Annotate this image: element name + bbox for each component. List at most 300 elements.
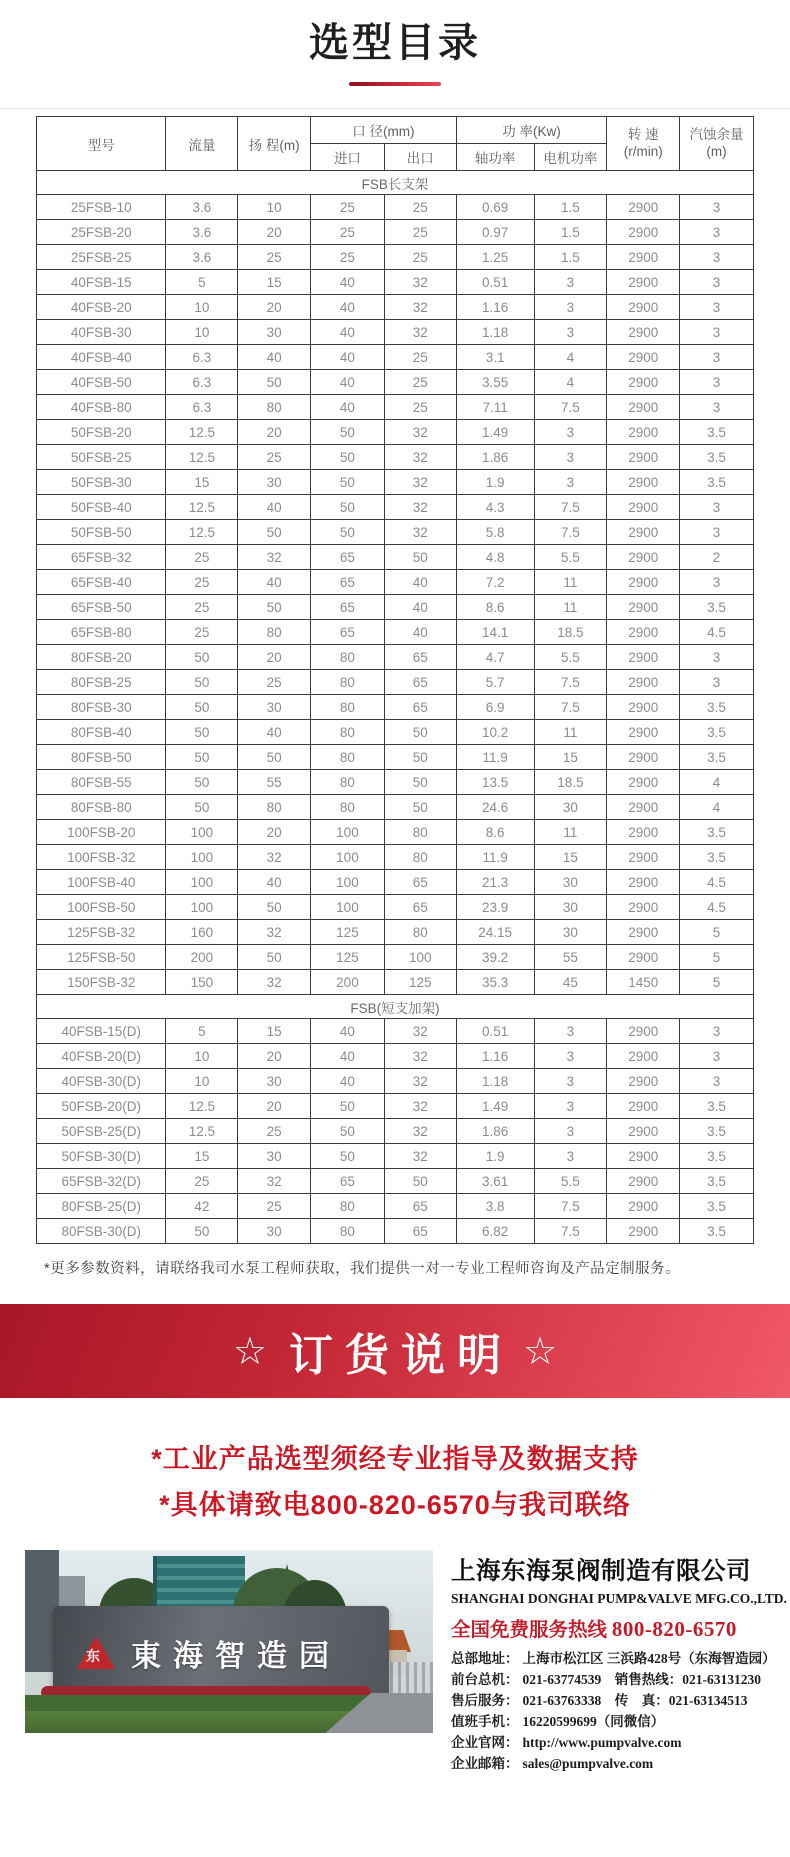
table-cell: 80	[311, 1194, 385, 1219]
table-cell: 30	[534, 895, 607, 920]
table-cell: 50	[384, 770, 456, 795]
table-cell: 50	[166, 745, 238, 770]
table-cell: 32	[384, 1069, 456, 1094]
header-speed-line1: 转 速	[627, 126, 659, 142]
table-cell: 5	[680, 920, 754, 945]
table-row	[37, 670, 754, 695]
table-cell: 2900	[607, 195, 680, 220]
table-cell: 1.25	[456, 245, 534, 270]
table-cell: 14.1	[456, 620, 534, 645]
table-cell: 125FSB-32	[37, 920, 166, 945]
table-cell: 4.8	[456, 545, 534, 570]
table-cell: 3	[680, 345, 754, 370]
table-cell: 3.5	[680, 695, 754, 720]
table-row	[37, 745, 754, 770]
table-cell: 10	[166, 320, 238, 345]
table-cell: 40FSB-20(D)	[37, 1044, 166, 1069]
table-cell: 3	[680, 195, 754, 220]
table-row	[37, 520, 754, 545]
table-cell: 125	[384, 970, 456, 995]
table-cell: 25	[166, 570, 238, 595]
table-cell: 2900	[607, 295, 680, 320]
header-speed-line2: (r/min)	[623, 143, 663, 159]
table-cell: 30	[534, 795, 607, 820]
table-cell: 50	[384, 545, 456, 570]
table-cell: 50	[311, 1144, 385, 1169]
star-icon: ☆	[232, 1330, 267, 1373]
table-cell: 80	[311, 695, 385, 720]
header-npsh	[680, 117, 754, 171]
table-cell: 5	[166, 1019, 238, 1044]
contact-line	[451, 1648, 776, 1669]
table-cell: 3	[534, 295, 607, 320]
table-cell: 2900	[607, 520, 680, 545]
contact-value: sales@pumpvalve.com	[522, 1756, 654, 1771]
header-model: 型号	[37, 117, 166, 171]
table-row	[37, 545, 754, 570]
company-info	[451, 1550, 787, 1774]
header-npsh-line1: 汽蚀余量	[689, 126, 744, 142]
table-cell: 25	[384, 345, 456, 370]
table-cell: 1.49	[456, 1094, 534, 1119]
table-cell: 2900	[607, 1194, 680, 1219]
table-cell: 15	[166, 1144, 238, 1169]
table-cell: 50	[238, 895, 311, 920]
table-cell: 0.97	[456, 220, 534, 245]
table-cell: 3	[534, 1094, 607, 1119]
table-cell: 2900	[607, 545, 680, 570]
table-cell: 2900	[607, 820, 680, 845]
table-cell: 3.6	[166, 220, 238, 245]
table-row	[37, 770, 754, 795]
table-cell: 3	[534, 420, 607, 445]
table-cell: 2900	[607, 670, 680, 695]
table-cell: 5.5	[534, 645, 607, 670]
contact-value: 021-63763338 传 真：021-63134513	[522, 1693, 748, 1708]
table-cell: 2900	[607, 395, 680, 420]
table-cell: 3	[534, 270, 607, 295]
table-cell: 50	[166, 1219, 238, 1244]
facility-photo	[25, 1550, 433, 1733]
table-row	[37, 245, 754, 270]
table-cell: 40	[311, 345, 385, 370]
table-cell: 32	[238, 970, 311, 995]
table-cell: 65FSB-80	[37, 620, 166, 645]
table-cell: 1.9	[456, 1144, 534, 1169]
table-cell: 50	[238, 520, 311, 545]
table-cell: 7.5	[534, 1194, 607, 1219]
table-cell: 7.5	[534, 670, 607, 695]
table-cell: 3	[680, 670, 754, 695]
table-row	[37, 795, 754, 820]
service-hotline	[451, 1614, 773, 1642]
table-cell: 50	[238, 595, 311, 620]
table-cell: 50	[311, 470, 385, 495]
table-cell: 5	[680, 970, 754, 995]
table-cell: 65	[311, 595, 385, 620]
table-cell: 8.6	[456, 595, 534, 620]
table-cell: 7.2	[456, 570, 534, 595]
table-section-label: FSB长支架	[37, 171, 754, 195]
contact-value: 16220599699（同微信）	[522, 1714, 665, 1729]
table-cell: 40	[311, 270, 385, 295]
table-cell: 5	[166, 270, 238, 295]
table-cell: 2900	[607, 495, 680, 520]
table-cell: 125FSB-50	[37, 945, 166, 970]
table-cell: 2900	[607, 570, 680, 595]
table-cell: 50FSB-20	[37, 420, 166, 445]
table-cell: 40FSB-30(D)	[37, 1069, 166, 1094]
table-cell: 32	[384, 1094, 456, 1119]
table-row	[37, 970, 754, 995]
table-cell: 40FSB-15(D)	[37, 1019, 166, 1044]
table-cell: 25	[384, 395, 456, 420]
table-cell: 0.69	[456, 195, 534, 220]
table-cell: 100	[311, 895, 385, 920]
table-cell: 25	[238, 670, 311, 695]
table-cell: 25	[238, 245, 311, 270]
table-cell: 50	[311, 445, 385, 470]
table-cell: 18.5	[534, 770, 607, 795]
table-cell: 20	[238, 645, 311, 670]
table-cell: 2900	[607, 795, 680, 820]
table-cell: 3	[534, 1119, 607, 1144]
table-section-row	[37, 171, 754, 195]
table-cell: 40	[384, 595, 456, 620]
table-row	[37, 445, 754, 470]
table-cell: 1.5	[534, 195, 607, 220]
spec-table	[36, 116, 754, 1244]
table-cell: 3	[680, 245, 754, 270]
spec-table-body	[37, 171, 754, 1244]
table-cell: 32	[238, 1169, 311, 1194]
table-cell: 6.3	[166, 370, 238, 395]
table-cell: 5.5	[534, 1169, 607, 1194]
table-row	[37, 1019, 754, 1044]
company-name-en: SHANGHAI DONGHAI PUMP&VALVE MFG.CO.,LTD.	[451, 1591, 787, 1606]
table-cell: 3.5	[680, 1144, 754, 1169]
table-cell: 1.5	[534, 220, 607, 245]
table-cell: 11	[534, 820, 607, 845]
table-row	[37, 895, 754, 920]
table-cell: 1.9	[456, 470, 534, 495]
table-cell: 25	[384, 220, 456, 245]
table-row	[37, 195, 754, 220]
table-cell: 6.82	[456, 1219, 534, 1244]
table-row	[37, 470, 754, 495]
page-title: 选型目录	[309, 21, 481, 65]
table-cell: 3	[680, 220, 754, 245]
table-cell: 3	[680, 520, 754, 545]
table-cell: 25FSB-20	[37, 220, 166, 245]
table-cell: 4	[680, 770, 754, 795]
table-cell: 6.9	[456, 695, 534, 720]
table-cell: 65	[311, 545, 385, 570]
table-cell: 40	[238, 870, 311, 895]
table-cell: 3.6	[166, 195, 238, 220]
table-cell: 11.9	[456, 745, 534, 770]
table-cell: 50FSB-20(D)	[37, 1094, 166, 1119]
table-cell: 3	[680, 295, 754, 320]
table-cell: 1.16	[456, 295, 534, 320]
table-cell: 32	[384, 270, 456, 295]
table-cell: 4	[534, 345, 607, 370]
table-cell: 50	[311, 1094, 385, 1119]
table-cell: 65	[384, 695, 456, 720]
table-cell: 7.5	[534, 695, 607, 720]
table-cell: 3	[680, 1044, 754, 1069]
table-cell: 40FSB-15	[37, 270, 166, 295]
table-cell: 3.5	[680, 1169, 754, 1194]
header-outlet: 出口	[384, 144, 456, 171]
table-cell: 1.18	[456, 1069, 534, 1094]
table-cell: 4	[534, 370, 607, 395]
table-cell: 80	[311, 795, 385, 820]
table-cell: 21.3	[456, 870, 534, 895]
table-cell: 125	[311, 945, 385, 970]
table-cell: 20	[238, 820, 311, 845]
table-cell: 80	[311, 645, 385, 670]
table-cell: 2900	[607, 945, 680, 970]
table-row	[37, 620, 754, 645]
table-cell: 160	[166, 920, 238, 945]
table-cell: 100	[166, 870, 238, 895]
table-cell: 40FSB-40	[37, 345, 166, 370]
table-cell: 24.6	[456, 795, 534, 820]
table-cell: 8.6	[456, 820, 534, 845]
table-cell: 7.11	[456, 395, 534, 420]
table-cell: 50FSB-40	[37, 495, 166, 520]
table-cell: 3.8	[456, 1194, 534, 1219]
table-cell: 7.5	[534, 520, 607, 545]
table-cell: 3.5	[680, 1194, 754, 1219]
table-cell: 5	[680, 945, 754, 970]
table-cell: 12.5	[166, 445, 238, 470]
table-cell: 40FSB-30	[37, 320, 166, 345]
star-icon: ☆	[523, 1330, 558, 1373]
table-cell: 200	[166, 945, 238, 970]
table-cell: 2900	[607, 245, 680, 270]
table-cell: 1450	[607, 970, 680, 995]
table-cell: 40FSB-20	[37, 295, 166, 320]
table-cell: 50	[238, 745, 311, 770]
table-cell: 150	[166, 970, 238, 995]
table-row	[37, 345, 754, 370]
table-cell: 3	[534, 1019, 607, 1044]
table-cell: 2900	[607, 220, 680, 245]
header-flow: 流量	[166, 117, 238, 171]
company-block	[25, 1550, 790, 1774]
table-cell: 11	[534, 570, 607, 595]
header-motor-power: 电机功率	[534, 144, 607, 171]
table-cell: 50	[311, 520, 385, 545]
table-cell: 50FSB-25	[37, 445, 166, 470]
table-cell: 2900	[607, 1094, 680, 1119]
table-cell: 32	[384, 445, 456, 470]
table-cell: 3	[680, 370, 754, 395]
contact-lines	[451, 1648, 776, 1774]
table-cell: 25	[166, 620, 238, 645]
table-cell: 40	[311, 320, 385, 345]
table-cell: 4.7	[456, 645, 534, 670]
table-row	[37, 1219, 754, 1244]
table-cell: 50FSB-30	[37, 470, 166, 495]
table-cell: 50	[238, 945, 311, 970]
table-cell: 40FSB-50	[37, 370, 166, 395]
table-cell: 4	[680, 795, 754, 820]
table-cell: 40	[311, 1044, 385, 1069]
table-cell: 7.5	[534, 1219, 607, 1244]
table-row	[37, 645, 754, 670]
table-cell: 80	[384, 820, 456, 845]
table-cell: 4.5	[680, 620, 754, 645]
contact-line	[451, 1711, 773, 1732]
table-cell: 100FSB-32	[37, 845, 166, 870]
table-cell: 5.5	[534, 545, 607, 570]
table-row	[37, 1119, 754, 1144]
table-cell: 80FSB-25	[37, 670, 166, 695]
table-cell: 30	[238, 1069, 311, 1094]
table-cell: 50FSB-25(D)	[37, 1119, 166, 1144]
table-cell: 3	[680, 495, 754, 520]
table-cell: 30	[238, 1144, 311, 1169]
contact-value: 021-63774539 销售热线：021-63131230	[522, 1672, 761, 1687]
table-cell: 40	[238, 345, 311, 370]
table-cell: 4.5	[680, 870, 754, 895]
table-cell: 12.5	[166, 495, 238, 520]
table-cell: 15	[238, 1019, 311, 1044]
table-cell: 3.5	[680, 1094, 754, 1119]
table-row	[37, 270, 754, 295]
table-cell: 20	[238, 295, 311, 320]
table-cell: 20	[238, 1044, 311, 1069]
order-notes	[0, 1436, 790, 1528]
table-cell: 25FSB-25	[37, 245, 166, 270]
table-row	[37, 320, 754, 345]
table-cell: 3	[680, 570, 754, 595]
table-cell: 5.8	[456, 520, 534, 545]
header-npsh-line2: (m)	[706, 143, 727, 159]
header-speed	[607, 117, 680, 171]
table-cell: 32	[384, 1019, 456, 1044]
table-row	[37, 945, 754, 970]
table-cell: 42	[166, 1194, 238, 1219]
table-cell: 6.3	[166, 395, 238, 420]
contact-value: http://www.pumpvalve.com	[522, 1735, 682, 1750]
table-cell: 20	[238, 220, 311, 245]
contact-line	[451, 1690, 773, 1711]
table-cell: 2900	[607, 1119, 680, 1144]
table-cell: 2900	[607, 695, 680, 720]
table-cell: 23.9	[456, 895, 534, 920]
table-cell: 3.5	[680, 820, 754, 845]
table-cell: 3.55	[456, 370, 534, 395]
table-row	[37, 395, 754, 420]
header-head: 扬 程(m)	[238, 117, 311, 171]
contact-label: 售后服务：	[451, 1693, 519, 1708]
contact-label: 企业官网：	[451, 1735, 519, 1750]
table-cell: 12.5	[166, 1094, 238, 1119]
table-row	[37, 295, 754, 320]
table-cell: 45	[534, 970, 607, 995]
table-cell: 35.3	[456, 970, 534, 995]
table-cell: 2900	[607, 745, 680, 770]
table-cell: 65FSB-50	[37, 595, 166, 620]
table-cell: 3	[534, 445, 607, 470]
table-cell: 2900	[607, 645, 680, 670]
table-cell: 11	[534, 595, 607, 620]
table-cell: 65	[384, 1219, 456, 1244]
table-cell: 80	[311, 670, 385, 695]
table-cell: 65	[384, 670, 456, 695]
table-cell: 40	[384, 570, 456, 595]
table-cell: 32	[384, 1044, 456, 1069]
table-cell: 50	[384, 720, 456, 745]
table-cell: 40	[238, 720, 311, 745]
table-cell: 80FSB-30(D)	[37, 1219, 166, 1244]
table-cell: 32	[238, 545, 311, 570]
table-cell: 50FSB-30(D)	[37, 1144, 166, 1169]
table-row	[37, 1069, 754, 1094]
table-cell: 13.5	[456, 770, 534, 795]
table-cell: 25	[238, 1194, 311, 1219]
table-row	[37, 1044, 754, 1069]
table-cell: 10	[166, 1044, 238, 1069]
table-cell: 3.1	[456, 345, 534, 370]
hotline-label: 全国免费服务热线	[451, 1620, 608, 1641]
table-cell: 1.18	[456, 320, 534, 345]
table-cell: 1.16	[456, 1044, 534, 1069]
title-underline	[349, 82, 441, 86]
table-cell: 3	[680, 270, 754, 295]
table-cell: 40	[311, 395, 385, 420]
table-cell: 30	[534, 920, 607, 945]
table-cell: 2900	[607, 770, 680, 795]
park-sign-text: 東海智造园	[131, 1640, 341, 1673]
table-cell: 25	[166, 1169, 238, 1194]
table-cell: 3	[680, 320, 754, 345]
table-cell: 80FSB-30	[37, 695, 166, 720]
table-row	[37, 570, 754, 595]
table-cell: 65	[384, 895, 456, 920]
table-cell: 32	[384, 470, 456, 495]
table-cell: 2900	[607, 320, 680, 345]
table-cell: 200	[311, 970, 385, 995]
table-cell: 80	[311, 720, 385, 745]
table-cell: 100	[166, 845, 238, 870]
table-row	[37, 1169, 754, 1194]
table-cell: 25	[238, 1119, 311, 1144]
contact-label: 值班手机：	[451, 1714, 519, 1729]
contact-label: 总部地址：	[451, 1651, 519, 1666]
contact-label: 企业邮箱：	[451, 1756, 519, 1771]
table-cell: 50	[238, 370, 311, 395]
hotline-number: 800-820-6570	[611, 1617, 737, 1641]
table-cell: 3.5	[680, 845, 754, 870]
table-cell: 40	[311, 1019, 385, 1044]
header-inlet: 进口	[311, 144, 385, 171]
table-cell: 1.49	[456, 420, 534, 445]
table-cell: 3	[680, 1019, 754, 1044]
table-cell: 12.5	[166, 420, 238, 445]
header-diameter-group: 口 径(mm)	[311, 117, 457, 144]
table-cell: 50	[384, 1169, 456, 1194]
table-cell: 32	[384, 495, 456, 520]
table-cell: 25	[311, 220, 385, 245]
table-cell: 1.86	[456, 1119, 534, 1144]
table-cell: 3.61	[456, 1169, 534, 1194]
table-cell: 50	[166, 795, 238, 820]
